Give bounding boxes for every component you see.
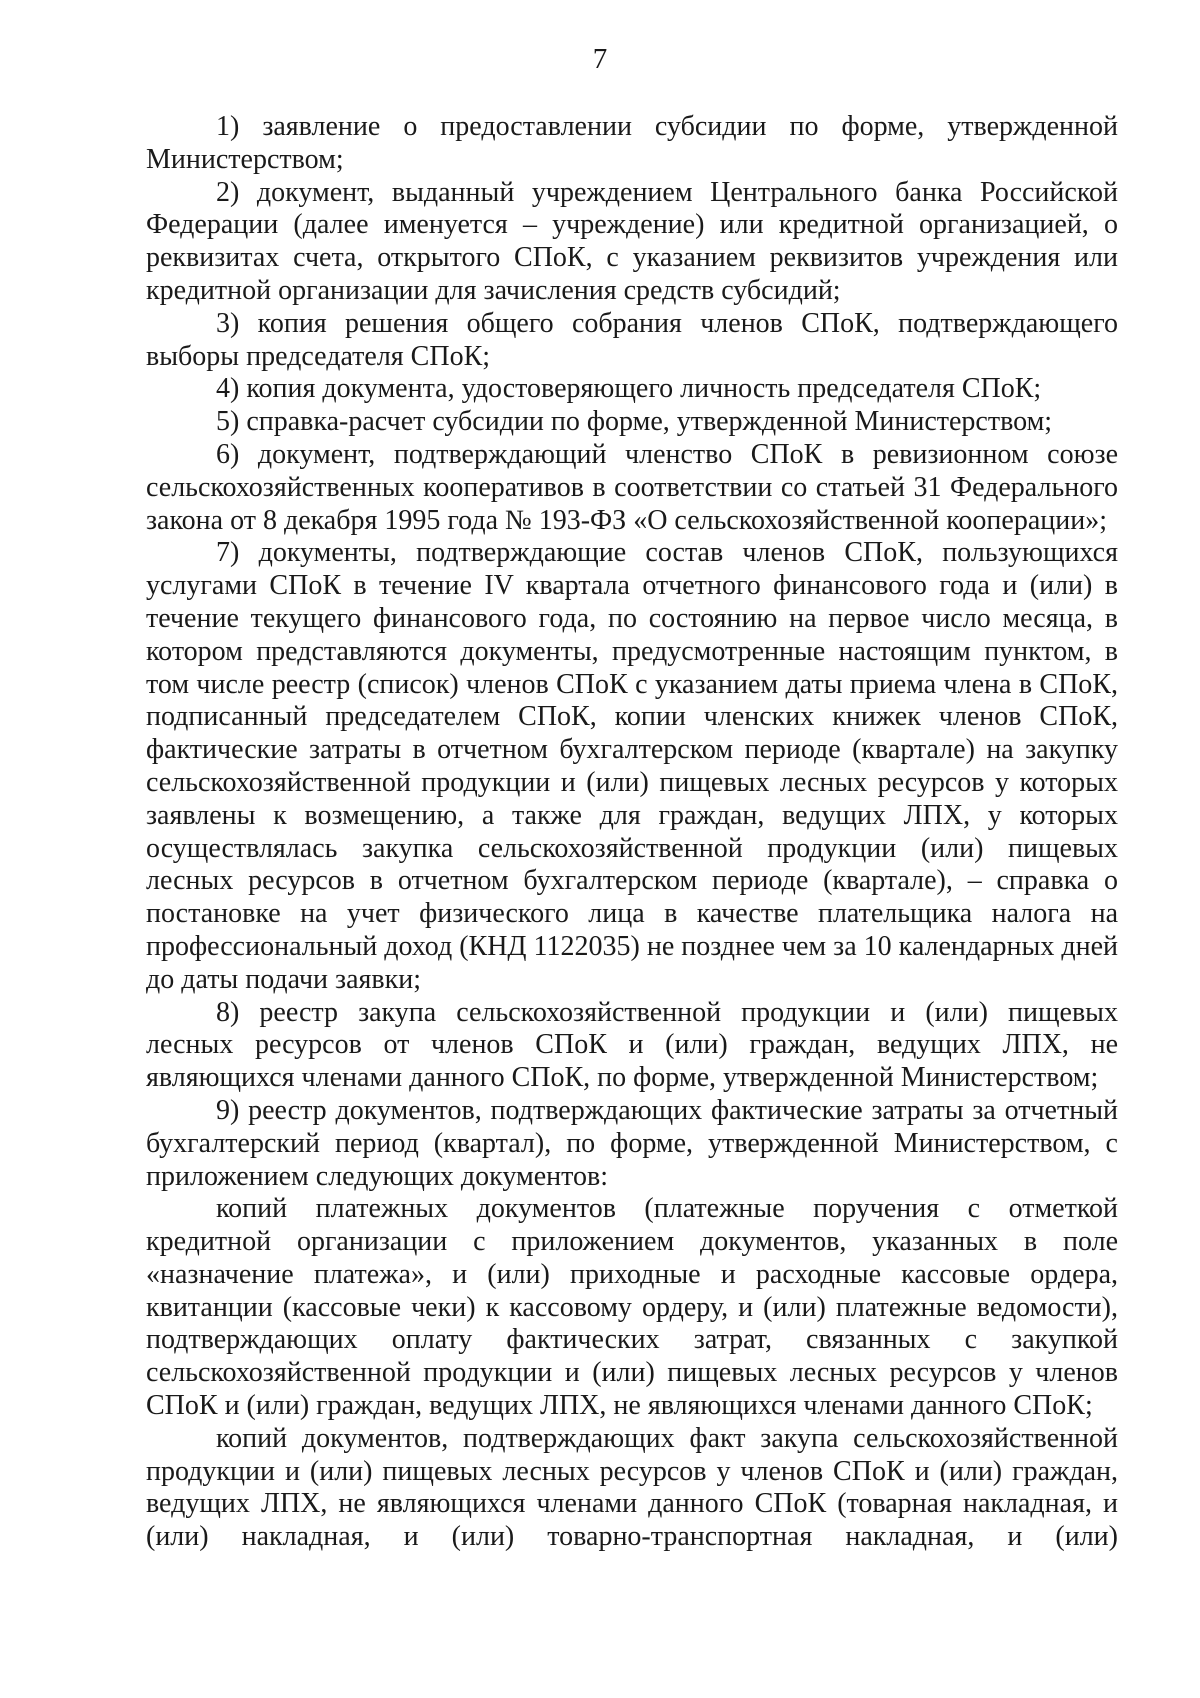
paragraph-item-4: 4) копия документа, удостоверяющего личность председателя СПоК; xyxy=(216,373,1042,405)
paragraph-item-7: 7) документы, подтверждающие состав членов СПоК, пользующихся услугами СПоК в течение IV квартала отчетного финансового года и (или) в течение текущего финансового года, по состоянию на первое число месяца, в котором представляются документы, предусмотренные настоящим пунктом, в том числе реестр (список) членов СПоК с указанием даты приема члена в СПоК, подписанный председателем СПоК, копии членских книжек членов СПоК, фактические затраты в отчетном бухгалтерском периоде (квартале) на закупку сельскохозяйственной продукции и (или) пищевых лесных ресурсов у которых заявлены к возмещению, а также для граждан, ведущих ЛПХ, у которых осуществлялась закупка сельскохозяйственной продукции (или) пищевых лесных ресурсов в отчетном бухгалтерском периоде (квартале), – справка о постановке на учет физического лица в качестве плательщика налога на профессиональный доход (КНД 1122035) не позднее чем за 10 календарных дней до даты подачи заявки; xyxy=(146,537,1118,995)
paragraph-item-9: 9) реестр документов, подтверждающих фактические затраты за отчетный бухгалтерский период (квартал), по форме, утвержденной Министерством, с приложением следующих документов: xyxy=(146,1094,1118,1192)
paragraph-item-5: 5) справка-расчет субсидии по форме, утвержденной Министерством; xyxy=(216,406,1053,438)
document-body xyxy=(146,111,1118,1554)
paragraph-sub-purchase-documents: копий документов, подтверждающих факт закупа сельскохозяйственной продукции и (или) пищевых лесных ресурсов у членов СПоК и (или) граждан, ведущих ЛПХ, не являющихся членами данного СПоК (товарная накладная, и (или) накладная, и (или) товарно-транспортная накладная, и (или) xyxy=(146,1422,1118,1553)
paragraph-item-8: 8) реестр закупа сельскохозяйственной продукции и (или) пищевых лесных ресурсов от членов СПоК и (или) граждан, ведущих ЛПХ, не являющихся членами данного СПоК, по форме, утвержденной Министерством; xyxy=(146,996,1118,1094)
paragraph-item-2: 2) документ, выданный учреждением Центрального банка Российской Федерации (далее именуется – учреждение) или кредитной организацией, о реквизитах счета, открытого СПоК, с указанием реквизитов учреждения или кредитной организации для зачисления средств субсидий; xyxy=(146,176,1118,306)
page-number: 7 xyxy=(592,43,608,75)
paragraph-item-1: 1) заявление о предоставлении субсидии по форме, утвержденной Министерством; xyxy=(146,111,1118,175)
paragraph-item-6: 6) документ, подтверждающий членство СПоК в ревизионном союзе сельскохозяйственных кооперативов в соответствии со статьей 31 Федерального закона от 8 декабря 1995 года № 193-ФЗ «О сельскохозяйственной кооперации»; xyxy=(146,438,1118,536)
paragraph-item-3: 3) копия решения общего собрания членов СПоК, подтверждающего выборы председателя СПоК; xyxy=(146,307,1118,372)
paragraph-sub-payment-documents: копий платежных документов (платежные поручения с отметкой кредитной организации с приложением документов, указанных в поле «назначение платежа», и (или) приходные и расходные кассовые ордера, квитанции (кассовые чеки) к кассовому ордеру, и (или) платежные ведомости), подтверждающих оплату фактических затрат, связанных с закупкой сельскохозяйственной продукции и (или) пищевых лесных ресурсов у членов СПоК и (или) граждан, ведущих ЛПХ, не являющихся членами данного СПоК; xyxy=(146,1193,1118,1422)
